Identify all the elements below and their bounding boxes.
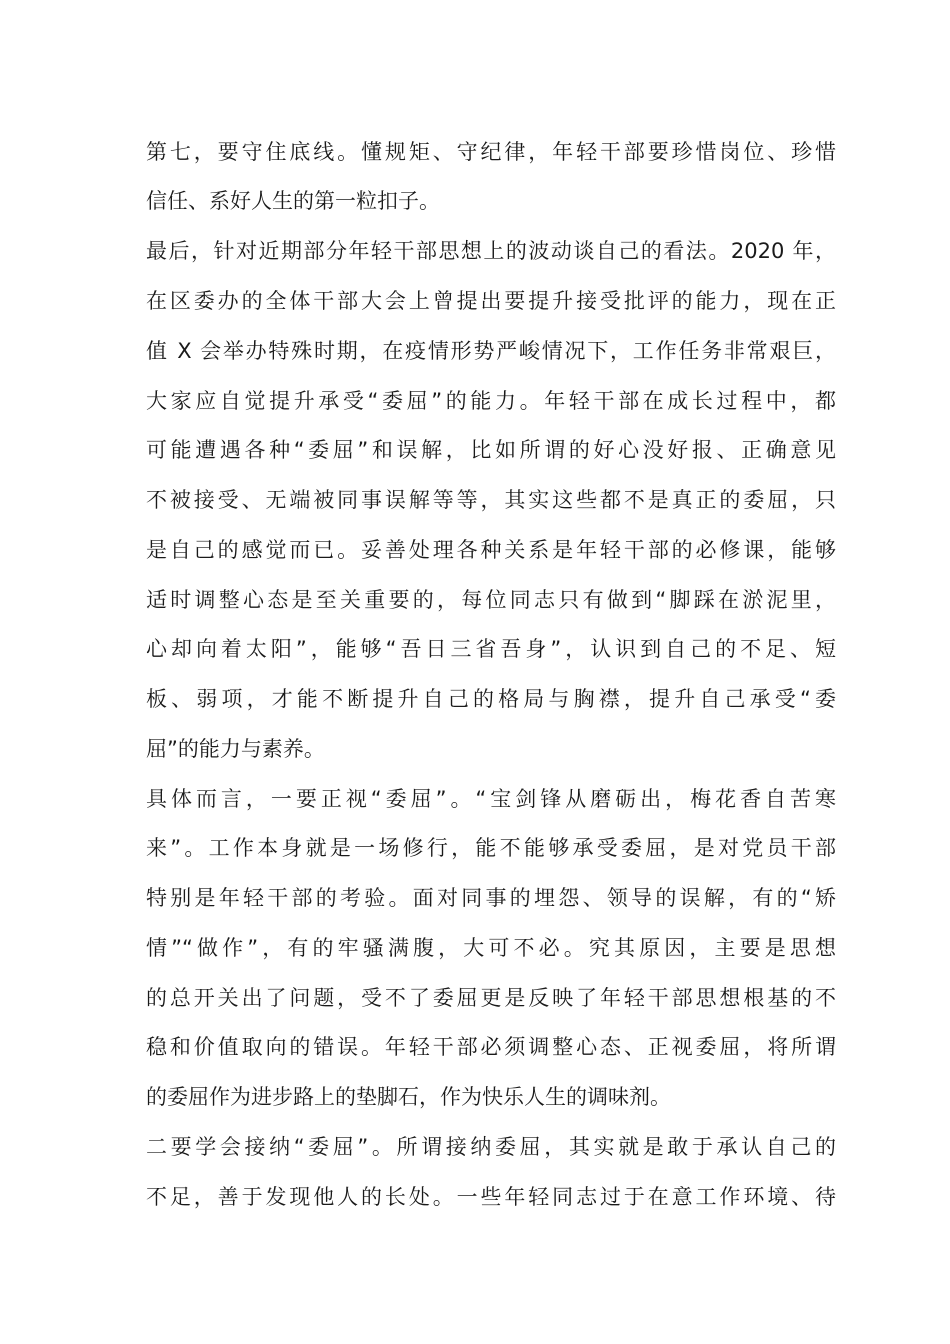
paragraph-2-line-2: 在区委办的全体干部大会上曾提出要提升接受批评的能力，现在正 — [146, 289, 836, 313]
paragraph-1-line-1: 第七，要守住底线。懂规矩、守纪律，年轻干部要珍惜岗位、珍惜 — [146, 140, 836, 164]
paragraph-3-line-6: 稳和价值取向的错误。年轻干部必须调整心态、正视委屈，将所谓 — [146, 1035, 836, 1059]
paragraph-3-line-2: 来”。工作本身就是一场修行，能不能够承受委屈，是对党员干部 — [146, 836, 836, 860]
paragraph-4-line-2: 不足，善于发现他人的长处。一些年轻同志过于在意工作环境、待 — [146, 1185, 836, 1209]
paragraph-2-line-1: 最后，针对近期部分年轻干部思想上的波动谈自己的看法。2020 年， — [146, 239, 836, 263]
paragraph-2-line-4: 大家应自觉提升承受“委屈”的能力。年轻干部在成长过程中，都 — [146, 389, 836, 413]
paragraph-3-line-4: 情”“做作”，有的牢骚满腹，大可不必。究其原因，主要是思想 — [146, 936, 836, 960]
paragraph-3-line-7: 的委屈作为进步路上的垫脚石，作为快乐人生的调味剂。 — [146, 1085, 671, 1109]
paragraph-1-line-2: 信任、系好人生的第一粒扣子。 — [146, 189, 440, 213]
paragraph-4-line-1: 二要学会接纳“委屈”。所谓接纳委屈，其实就是敢于承认自己的 — [146, 1135, 836, 1159]
paragraph-2-line-11: 屈”的能力与素养。 — [146, 737, 325, 761]
paragraph-3-line-1: 具体而言，一要正视“委屈”。“宝剑锋从磨砺出，梅花香自苦寒 — [146, 787, 836, 811]
paragraph-2-line-3: 值 X 会举办特殊时期，在疫情形势严峻情况下，工作任务非常艰巨， — [146, 339, 836, 363]
paragraph-2-line-9: 心却向着太阳”，能够“吾日三省吾身”，认识到自己的不足、短 — [146, 637, 836, 661]
paragraph-2-line-6: 不被接受、无端被同事误解等等，其实这些都不是真正的委屈，只 — [146, 488, 836, 512]
paragraph-2-line-8: 适时调整心态是至关重要的，每位同志只有做到“脚踩在淤泥里， — [146, 588, 836, 612]
paragraph-2-line-5: 可能遭遇各种“委屈”和误解，比如所谓的好心没好报、正确意见 — [146, 438, 836, 462]
paragraph-2-line-7: 是自己的感觉而已。妥善处理各种关系是年轻干部的必修课，能够 — [146, 538, 836, 562]
paragraph-3-line-3: 特别是年轻干部的考验。面对同事的埋怨、领导的误解，有的“矫 — [146, 886, 836, 910]
paragraph-3-line-5: 的总开关出了问题，受不了委屈更是反映了年轻干部思想根基的不 — [146, 986, 836, 1010]
paragraph-2-line-10: 板、弱项，才能不断提升自己的格局与胸襟，提升自己承受“委 — [146, 687, 836, 711]
